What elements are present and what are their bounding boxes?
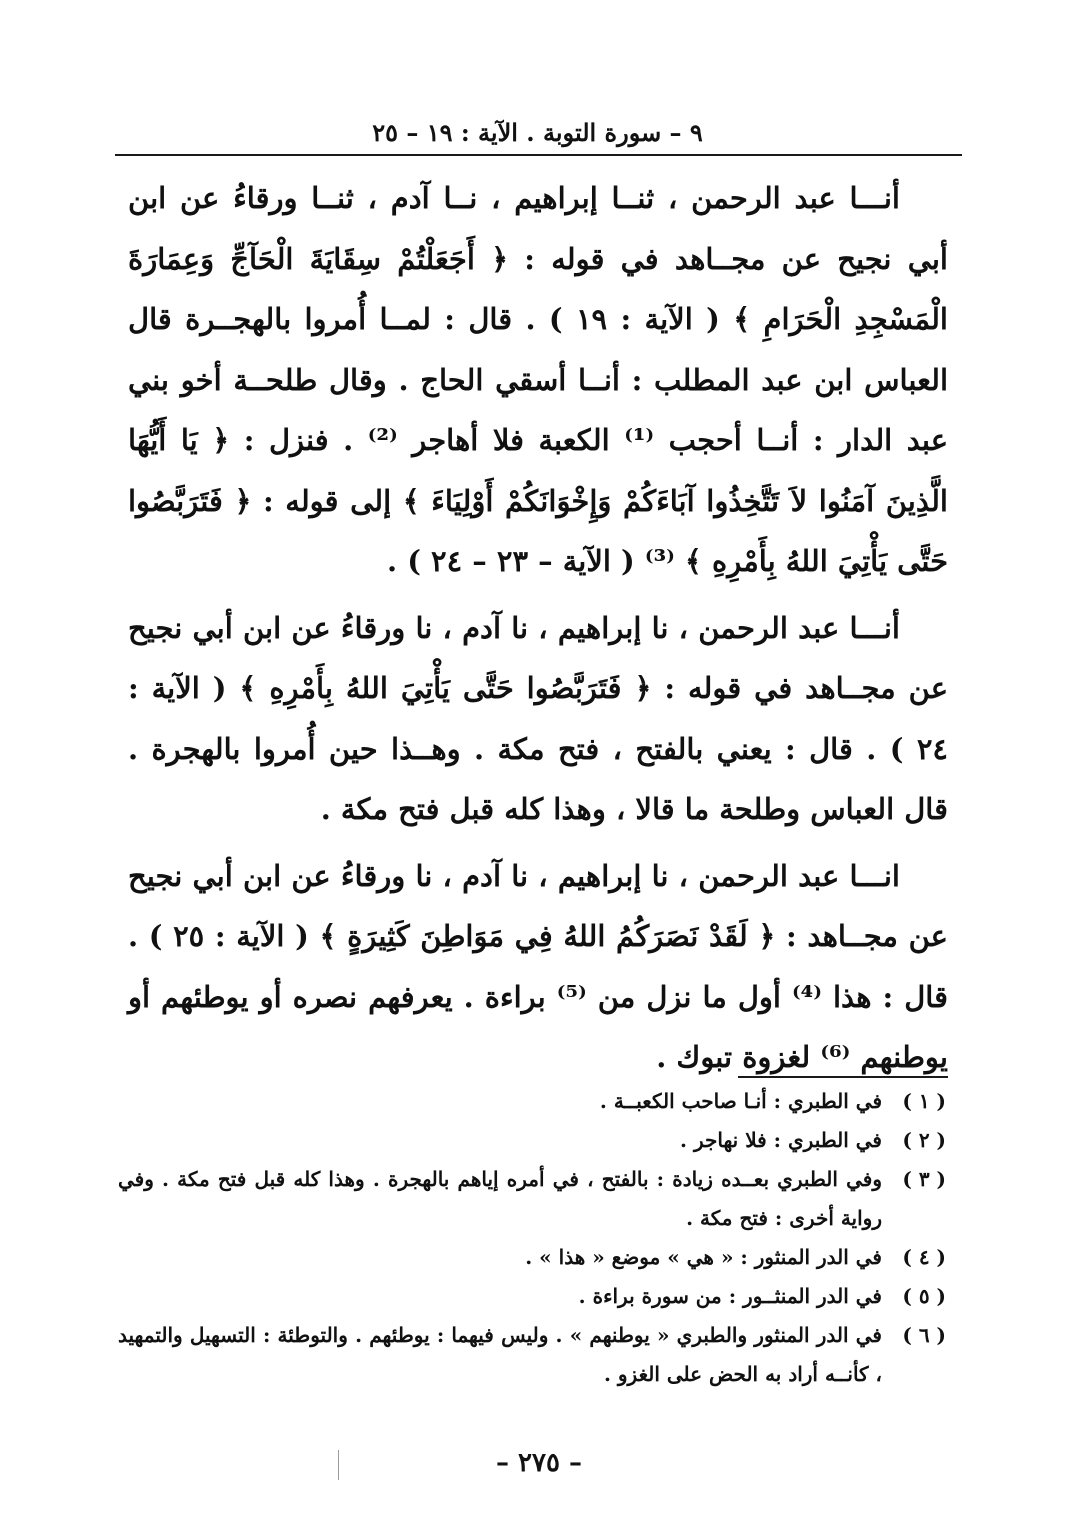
footnote-number: ( ٣ ) <box>902 1167 946 1191</box>
footnote-rule <box>738 1076 948 1078</box>
footnote-5 <box>118 1277 946 1316</box>
footnote-text: في الدر المنثور : « هي » موضع « هذا » . <box>525 1245 882 1269</box>
footnote-number: ( ٥ ) <box>902 1284 946 1308</box>
footnote-4 <box>118 1238 946 1277</box>
footnote-6 <box>118 1316 946 1394</box>
footnote-text: في الطبري : فلا نهاجر . <box>680 1128 882 1152</box>
paragraph-1: أنـــا عبد الرحمن ، ثنــا إبراهيم ، نــا آدم ، ثنــا ورقاءُ عن ابن أبي نجيح عن مجــاهد في قوله : ﴿ أَجَعَلْتُمْ سِقَايَةَ الْحَآجِّ وَعِمَارَةَ الْمَسْجِدِ الْحَرَامِ ﴾ ( الآية : ١٩ ) . قال : لمــا أُمروا بالهجــرة قال العباس ابن عبد المطلب : أنــا أسقي الحاج . وقال طلحــة أخو بني عبد الدار : أنــا أحجب ⁽¹⁾ الكعبة فلا أهاجر ⁽²⁾ . فنزل : ﴿ يَا أَيُّهَا الَّذِينَ آمَنُوا لاَ تَتَّخِذُوا آبَاءَكُمْ وَإِخْوَانَكُمْ أَوْلِيَاءَ ﴾ إلى قوله : ﴿ فَتَرَبَّصُوا حَتَّى يَأْتِيَ اللهُ بِأَمْرِهِ ﴾ ⁽³⁾ ( الآية – ٢٣ – ٢٤ ) . <box>128 181 948 578</box>
footnote-text: في الدر المنثور والطبري « يوطنهم » . وليس فيهما : يوطئهم . والتوطئة : التسهيل والتمهيد ، كأنــه أراد به الحض على الغزو . <box>118 1323 882 1386</box>
footnote-number: ( ٢ ) <box>902 1128 946 1152</box>
paragraph-2: أنـــا عبد الرحمن ، نا إبراهيم ، نا آدم ، نا ورقاءُ عن ابن أبي نجيح عن مجــاهد في قوله : ﴿ فَتَرَبَّصُوا حَتَّى يَأْتِيَ اللهُ بِأَمْرِهِ ﴾ ( الآية : ٢٤ ) . قال : يعني بالفتح ، فتح مكة . وهــذا حين أُمروا بالهجرة . قال العباس وطلحة ما قالا ، وهذا كله قبل فتح مكة . <box>128 610 948 826</box>
footnote-text: وفي الطبري بعــده زيادة : بالفتح ، في أمره إياهم بالهجرة . وهذا كله قبل فتح مكة . وفي رواية أخرى : فتح مكة . <box>118 1167 883 1230</box>
footnotes <box>118 1082 946 1394</box>
page-number: – ٢٧٥ – <box>495 1448 583 1478</box>
running-header: ٩ – سورة التوبة . الآية : ١٩ – ٢٥ <box>372 118 703 147</box>
footnote-2 <box>118 1121 946 1160</box>
footnote-number: ( ٦ ) <box>902 1323 946 1347</box>
footnote-number: ( ١ ) <box>902 1089 946 1113</box>
header-rule <box>115 154 962 156</box>
main-text <box>128 168 948 1088</box>
footnote-number: ( ٤ ) <box>902 1245 946 1269</box>
footnote-1 <box>118 1082 946 1121</box>
footnote-text: في الطبري : أنـا صاحب الكعبــة . <box>599 1089 882 1113</box>
footnote-3 <box>118 1160 946 1238</box>
paragraph-3: انـــا عبد الرحمن ، نا إبراهيم ، نا آدم ، نا ورقاءُ عن ابن أبي نجيح عن مجــاهد : ﴿ لَقَدْ نَصَرَكُمُ اللهُ فِي مَوَاطِنَ كَثِيرَةٍ ﴾ ( الآية : ٢٥ ) . قال : هذا ⁽⁴⁾ أول ما نزل من ⁽⁵⁾ براءة . يعرفهم نصره أو يوطئهم أو يوطنهم ⁽⁶⁾ لغزوة تبوك . <box>128 858 948 1074</box>
footnote-text: في الدر المنثــور : من سورة براءة . <box>578 1284 882 1308</box>
